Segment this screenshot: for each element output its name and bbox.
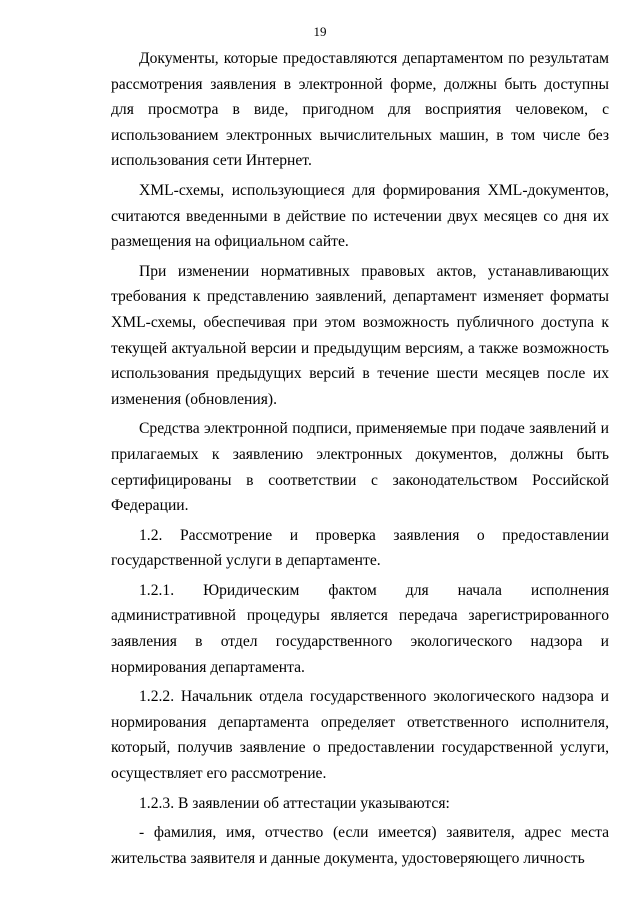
paragraph-section-1-2-3: 1.2.3. В заявлении об аттестации указываются: (139, 794, 450, 812)
paragraph-format-changes: При изменении нормативных правовых актов, устанавливающих требования к представлению заявлений, департамент изменяет форматы XML-схемы, обеспечивая при этом возможность публичного доступа к текущей актуальной версии и предыдущим версиям, а также возможность использования предыдущих версий в течение шести месяцев после их изменения (обновления). (111, 262, 609, 408)
paragraph-section-1-2-1: 1.2.1. Юридическим фактом для начала исполнения административной процедуры является передача зарегистрированного заявления в отдел государственного экологического надзора и нормирования департамента. (111, 581, 609, 676)
paragraph-electronic-signature: Средства электронной подписи, применяемые при подаче заявлений и прилагаемых к заявлению электронных документов, должны быть сертифицированы в соответствии с законодательством Российской Федерации. (111, 420, 609, 515)
paragraph-applicant-details: - фамилия, имя, отчество (если имеется) заявителя, адрес места жительства заявителя и данные документа, удостоверяющего личность (111, 824, 609, 867)
paragraph-section-1-2-2: 1.2.2. Начальник отдела государственного экологического надзора и нормирования департамента определяет ответственного исполнителя, который, получив заявление о предоставлении государственной услуги, осуществляет его рассмотрение. (111, 688, 609, 783)
document-body (111, 46, 609, 871)
page-number: 19 (313, 24, 327, 39)
paragraph-electronic-documents: Документы, которые предоставляются департаментом по результатам рассмотрения заявления в электронной форме, должны быть доступны для просмотра в виде, пригодном для восприятия человеком, с использованием электронных вычислительных машин, в том числе без использования сети Интернет. (111, 50, 609, 170)
paragraph-xml-schemas: XML-схемы, использующиеся для формирования XML-документов, считаются введенными в действие по истечении двух месяцев со дня их размещения на официальном сайте. (111, 181, 609, 251)
paragraph-section-1-2: 1.2. Рассмотрение и проверка заявления о предоставлении государственной услуги в департаменте. (111, 526, 609, 570)
